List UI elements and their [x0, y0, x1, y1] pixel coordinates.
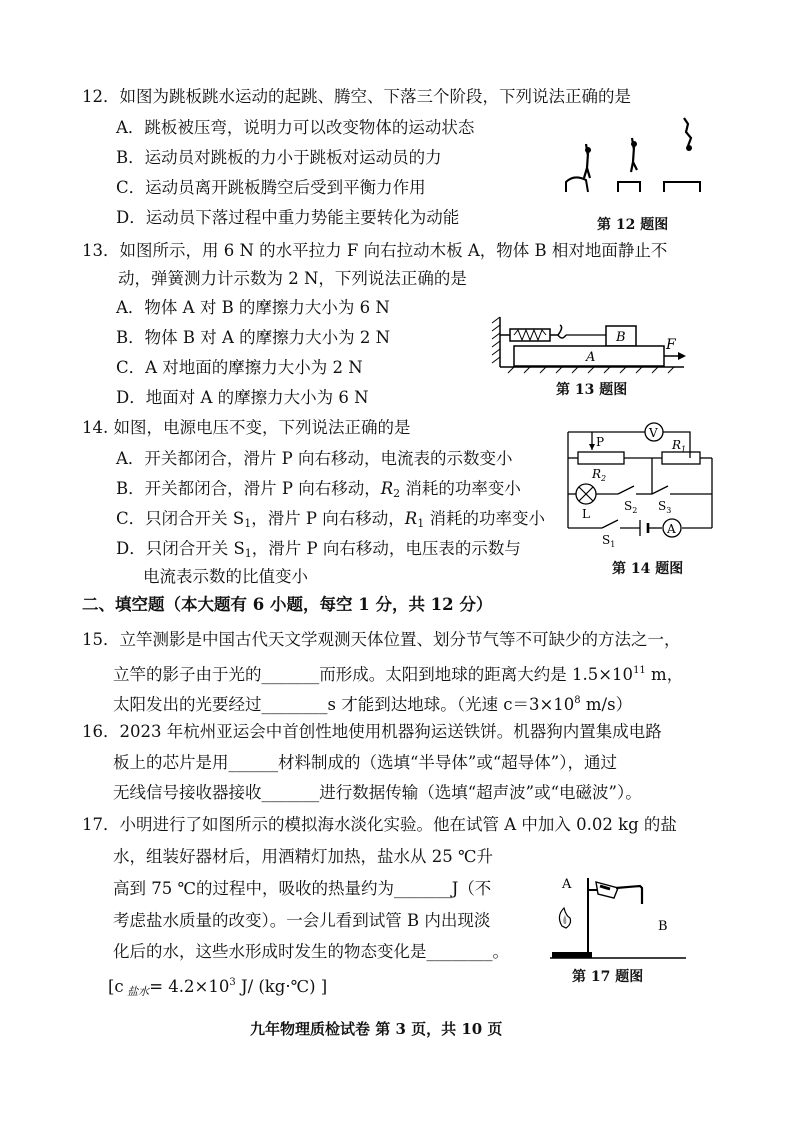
q12-stem: 12．如图为跳板跳水运动的起跳、腾空、下落三个阶段，下列说法正确的是: [82, 87, 631, 106]
q15-line3: 太阳发出的光要经过________s 才能到达地球。（光速 $c=3\times 10^8$ m/s）: [113, 695, 633, 714]
springboard-flat-2: [664, 182, 700, 192]
switch-s2: [618, 486, 634, 494]
q17-line1: 17．小明进行了如图所示的模拟海水淡化实验。他在试管 A 中加入 0.02 kg 的盐: [82, 815, 677, 834]
q13-option-d: D．地面对 A 的摩擦力大小为 6 N: [116, 388, 369, 407]
tube-b-label: B: [658, 919, 668, 934]
q13-option-a: A．物体 A 对 B 的摩擦力大小为 6 N: [116, 298, 390, 317]
battery-icon: [640, 520, 648, 536]
r1-label: $R_1$: [672, 438, 687, 454]
tube-a-label: A: [562, 877, 572, 892]
stand-base: [552, 952, 592, 958]
section2-heading: 二、填空题（本大题有 6 小题，每空 1 分，共 12 分）: [82, 595, 493, 614]
q17-distillation-figure: [540, 868, 690, 964]
s3-label: $S_3$: [658, 499, 672, 515]
q12-option-d: D．运动员下落过程中重力势能主要转化为动能: [116, 208, 460, 227]
q14-stem: 14. 如图，电源电压不变，下列说法正确的是: [82, 418, 411, 437]
q14-option-d: D．只闭合开关 $S_1$，滑片 P 向右移动，电压表的示数与: [116, 539, 521, 560]
voltmeter-label: V: [649, 426, 658, 440]
q12-option-a: A．跳板被压弯，说明力可以改变物体的运动状态: [116, 118, 475, 137]
rheostat-r2: [578, 452, 624, 464]
springboard-flat-1: [618, 182, 640, 192]
q13-stem-line1: 13．如图所示，用 6 N 的水平拉力 F 向右拉动木板 A，物体 B 相对地面静止不: [82, 241, 668, 260]
q14-option-c: C．只闭合开关 $S_1$，滑片 P 向右移动，$R_1$ 消耗的功率变小: [116, 509, 545, 530]
diver-jump-icon: [584, 144, 591, 178]
q13-option-c: C．A 对地面的摩擦力大小为 2 N: [116, 358, 363, 377]
switch-s3: [652, 486, 668, 494]
diver-fall-icon: [684, 118, 692, 151]
q17-line4: 考虑盐水质量的改变）。一会儿看到试管 B 内出现淡: [113, 911, 491, 930]
q14-option-d-line2: 电流表示数的比值变小: [143, 567, 308, 586]
lamp-icon: [576, 484, 596, 504]
q13-stem-line2: 动，弹簧测力计示数为 2 N，下列说法正确的是: [118, 269, 467, 288]
q17-figure-caption: 第 17 题图: [572, 969, 644, 985]
spring-scale-icon: [500, 325, 566, 341]
slider-arrow-icon: [589, 444, 595, 450]
switch-s1: [602, 520, 618, 528]
slider-label: P: [596, 435, 605, 449]
q15-line1: 15．立竿测影是中国古代天文学观测天体位置、划分节气等不可缺少的方法之一，: [82, 630, 681, 649]
page-footer: 九年物理质检试卷 第 3 页，共 10 页: [250, 1020, 503, 1038]
q15-line2: 立竿的影子由于光的_______而形成。太阳到地球的距离大约是 $1.5\times 10^{11}$ m，: [113, 665, 684, 684]
q12-figure-caption: 第 12 题图: [597, 217, 669, 233]
flame-icon: [559, 908, 570, 928]
q17-line3: 高到 75 ℃的过程中，吸收的热量约为_______J（不: [113, 879, 492, 898]
diver-air-icon: [631, 138, 637, 172]
springboard-bent: [566, 177, 588, 192]
force-label: F: [666, 337, 676, 353]
q13-figure-caption: 第 13 题图: [556, 382, 628, 398]
q14-circuit-figure: [562, 420, 717, 550]
q16-line1: 16．2023 年杭州亚运会中首创性地使用机器狗运送铁饼。机器狗内置集成电路: [82, 722, 662, 741]
block-b-label: B: [616, 330, 626, 345]
lamp-label: L: [582, 507, 590, 521]
q16-line3: 无线信号接收器接收_______进行数据传输（选填“超声波”或“电磁波”）。: [113, 783, 642, 802]
r2-label: $R_2$: [592, 467, 607, 483]
q16-line2: 板上的芯片是用______材料制成的（选填“半导体”或“超导体”），通过: [113, 753, 617, 772]
q12-option-b: B．运动员对跳板的力小于跳板对运动员的力: [116, 148, 442, 167]
arrow-head-icon: [678, 352, 686, 360]
board-a-label: A: [586, 350, 596, 365]
q14-option-a: A．开关都闭合，滑片 P 向右移动，电流表的示数变小: [116, 449, 513, 468]
q12-option-c: C．运动员离开跳板腾空后受到平衡力作用: [116, 178, 426, 197]
q14-figure-caption: 第 14 题图: [612, 561, 684, 577]
q13-friction-figure: [488, 313, 688, 375]
q17-line2: 水，组装好器材后，用酒精灯加热，盐水从 25 ℃升: [113, 847, 493, 866]
q17-line5: 化后的水，这些水形成时发生的物态变化是________。: [113, 942, 509, 961]
q13-option-b: B．物体 B 对 A 的摩擦力大小为 2 N: [116, 328, 391, 347]
q17-line6: [c $_{盐水}= 4.2\times 10^3$ J/ (kg·℃) ]: [108, 977, 328, 998]
delivery-tube: [616, 886, 642, 904]
ammeter-label: A: [667, 522, 676, 536]
test-tube-a-icon: [596, 882, 618, 898]
q12-diving-figure: [560, 112, 710, 202]
q14-option-b: B．开关都闭合，滑片 P 向右移动，$R_2$ 消耗的功率变小: [116, 479, 521, 500]
s2-label: $S_2$: [624, 499, 638, 515]
s1-label: $S_1$: [602, 533, 616, 549]
